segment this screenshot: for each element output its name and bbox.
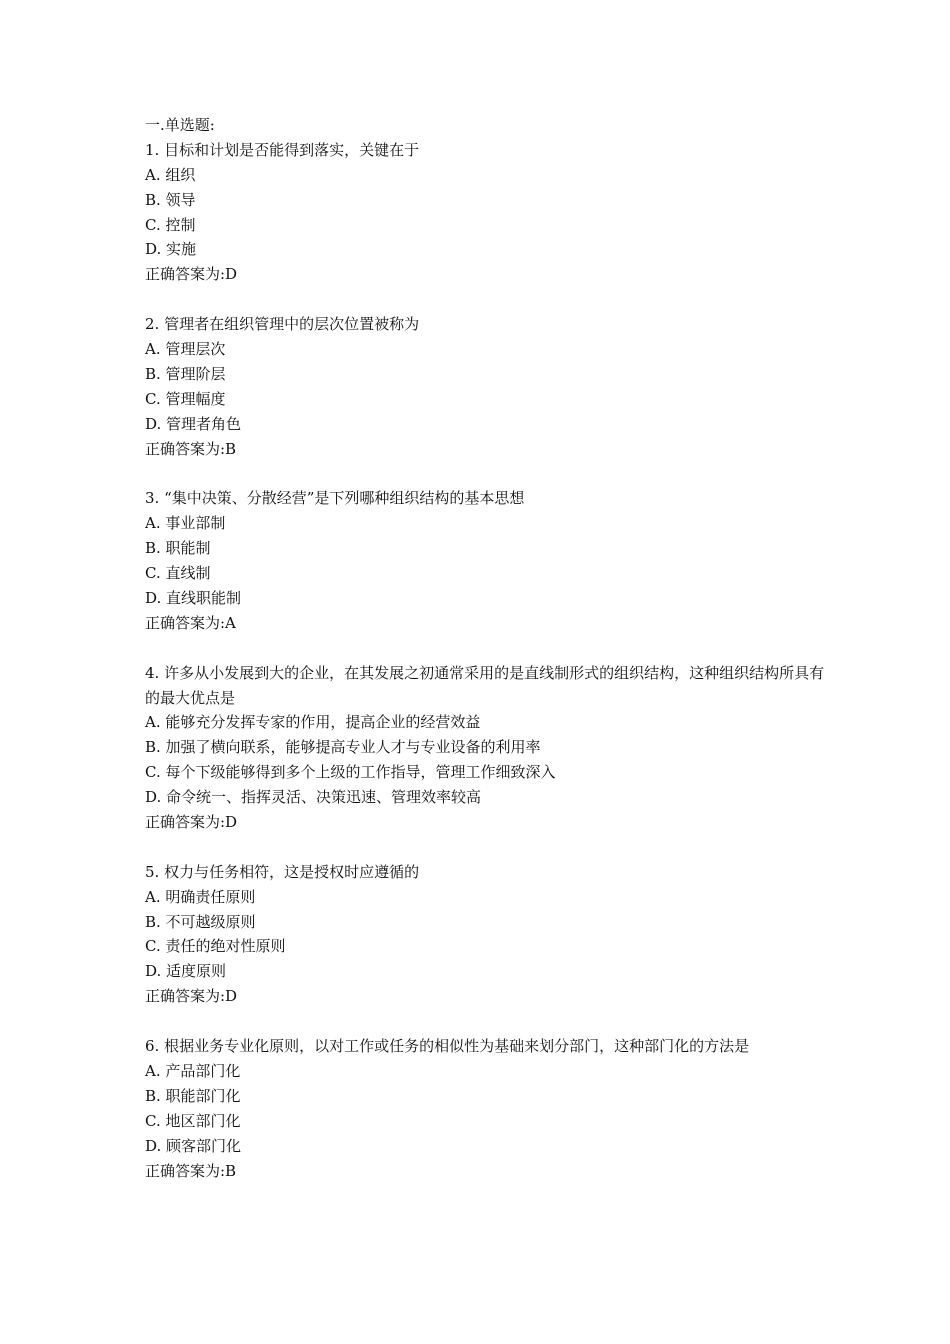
section-title: 一.单选题: [145, 116, 215, 134]
option-b: B. 领导 [145, 190, 196, 209]
question-stem: 4. 许多从小发展到大的企业，在其发展之初通常采用的是直线制形式的组织结构，这种组织结构所具有的最大优点是 [145, 663, 825, 707]
answer: 正确答案为:D [145, 813, 238, 832]
option-b: B. 加强了横向联系，能够提高专业人才与专业设备的利用率 [145, 738, 541, 757]
question-5 [145, 860, 825, 1009]
document-page [145, 113, 825, 1208]
answer: 正确答案为:D [145, 265, 238, 284]
option-c: C. 每个下级能够得到多个上级的工作指导，管理工作细致深入 [145, 763, 556, 782]
answer: 正确答案为:B [145, 1161, 237, 1180]
option-b: B. 不可越级原则 [145, 912, 256, 931]
option-b: B. 管理阶层 [145, 364, 226, 383]
option-c: C. 控制 [145, 215, 196, 234]
option-a: A. 产品部门化 [145, 1061, 241, 1080]
option-a: A. 能够充分发挥专家的作用，提高企业的经营效益 [145, 713, 481, 732]
answer: 正确答案为:D [145, 987, 238, 1006]
option-d: D. 直线职能制 [145, 588, 242, 607]
question-stem: 3. “集中决策、分散经营”是下列哪种组织结构的基本思想 [145, 489, 525, 508]
option-a: A. 明确责任原则 [145, 887, 256, 906]
option-d: D. 命令统一、指挥灵活、决策迅速、管理效率较高 [145, 788, 482, 807]
question-3 [145, 486, 825, 635]
question-stem: 1. 目标和计划是否能得到落实，关键在于 [145, 140, 420, 159]
option-c: C. 地区部门化 [145, 1111, 241, 1130]
question-stem: 6. 根据业务专业化原则，以对工作或任务的相似性为基础来划分部门，这种部门化的方法是 [145, 1037, 750, 1056]
answer: 正确答案为:A [145, 613, 236, 632]
option-b: B. 职能制 [145, 539, 211, 558]
answer: 正确答案为:B [145, 439, 237, 458]
option-a: A. 事业部制 [145, 514, 226, 533]
question-stem: 5. 权力与任务相符，这是授权时应遵循的 [145, 862, 420, 881]
question-stem: 2. 管理者在组织管理中的层次位置被称为 [145, 315, 420, 334]
option-a: A. 管理层次 [145, 340, 226, 359]
option-c: C. 直线制 [145, 564, 211, 583]
option-d: D. 顾客部门化 [145, 1136, 242, 1155]
question-2 [145, 312, 825, 461]
option-c: C. 管理幅度 [145, 389, 226, 408]
option-d: D. 管理者角色 [145, 414, 242, 433]
question-1 [145, 138, 825, 287]
option-b: B. 职能部门化 [145, 1086, 241, 1105]
option-d: D. 实施 [145, 240, 197, 259]
option-a: A. 组织 [145, 165, 196, 184]
option-d: D. 适度原则 [145, 962, 227, 981]
option-c: C. 责任的绝对性原则 [145, 937, 286, 956]
question-6 [145, 1034, 825, 1183]
question-4 [145, 661, 825, 835]
